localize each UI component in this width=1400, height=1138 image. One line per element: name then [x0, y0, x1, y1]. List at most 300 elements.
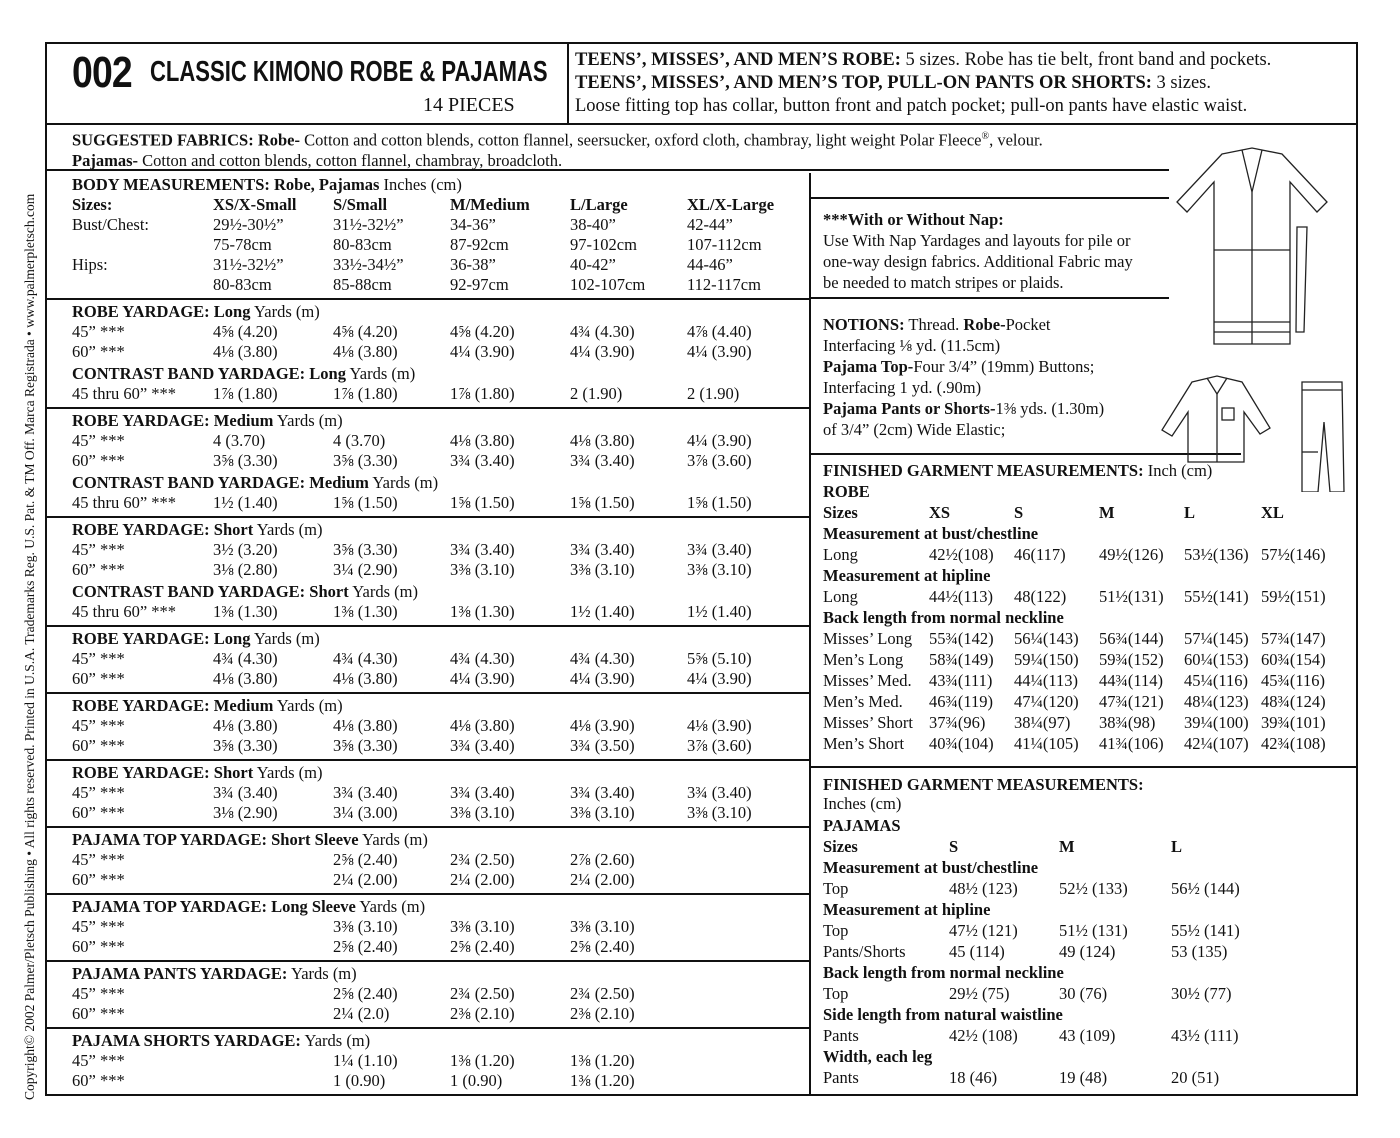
- fgm-size: S: [949, 837, 959, 856]
- table-row: [47, 451, 809, 471]
- table-cell: 1⅝ (1.50): [687, 493, 752, 512]
- table-cell: 3⅝ (3.30): [213, 736, 278, 755]
- table-cell: 2¾ (2.50): [570, 984, 635, 1003]
- fgm-cell: 48½ (123): [949, 879, 1018, 898]
- nap-line: one-way design fabrics. Additional Fabric may: [823, 252, 1133, 271]
- table-cell: 5⅝ (5.10): [687, 649, 752, 668]
- fgm-cell: 43 (109): [1059, 1026, 1116, 1045]
- fgm-cell: 57¼(145): [1184, 629, 1249, 648]
- table-cell: 38-40”: [570, 215, 616, 234]
- registered-mark: ®: [981, 131, 990, 142]
- robe-illustration: [1177, 148, 1327, 344]
- section-title-units: Yards (m): [349, 364, 416, 383]
- yardage-block: [47, 627, 809, 689]
- notions-text: Interfacing 1 yd. (.90m): [823, 378, 982, 397]
- fgm-cell: 39¾(101): [1261, 713, 1326, 732]
- fgm-size: Sizes: [823, 503, 858, 522]
- table-cell: 3⅜ (3.10): [450, 560, 515, 579]
- table-cell: 1⅝ (1.50): [333, 493, 398, 512]
- table-row: [47, 716, 809, 736]
- table-row: [47, 736, 809, 756]
- fgm-cell: 60¼(153): [1184, 650, 1249, 669]
- table-cell: 4¼ (3.90): [450, 669, 515, 688]
- table-cell: 45” ***: [72, 783, 125, 802]
- fgm-cell: 59¾(152): [1099, 650, 1164, 669]
- table-cell: 4⅞ (4.40): [687, 322, 752, 341]
- table-cell: 4⅝ (4.20): [213, 322, 278, 341]
- table-cell: 60” ***: [72, 342, 125, 361]
- table-cell: 3⅝ (3.30): [213, 451, 278, 470]
- fgm-cell: 41¾(106): [1099, 734, 1164, 753]
- table-row: [47, 803, 809, 823]
- table-cell: 85-88cm: [333, 275, 392, 294]
- table-cell: 2¼ (2.0): [333, 1004, 390, 1023]
- fgm-group-heading: Measurement at bust/chestline: [823, 858, 1039, 877]
- fgm-cell: Long: [823, 587, 858, 606]
- fgm-cell: 48¼(123): [1184, 692, 1249, 711]
- table-cell: 60” ***: [72, 937, 125, 956]
- fgm-cell: 19 (48): [1059, 1068, 1108, 1087]
- table-cell: 112-117cm: [687, 275, 761, 294]
- section-title-units: Inches (cm): [383, 175, 462, 194]
- table-cell: 4¼ (3.90): [570, 669, 635, 688]
- table-cell: 60” ***: [72, 1071, 125, 1090]
- fgm-cell: 43¾(111): [929, 671, 993, 690]
- table-cell: 31½-32½”: [333, 215, 404, 234]
- section-title-bold: ROBE YARDAGE: Long: [72, 302, 251, 321]
- table-cell: 1½ (1.40): [213, 493, 278, 512]
- section-title: [47, 362, 809, 384]
- fgm-cell: 43½ (111): [1171, 1026, 1239, 1045]
- fgm-sizes-row: [811, 502, 1358, 523]
- fgm-cell: 59¼(150): [1014, 650, 1079, 669]
- table-cell: 4⅛ (3.80): [333, 716, 398, 735]
- yardage-block: [47, 518, 809, 622]
- table-cell: 3¾ (3.50): [570, 736, 635, 755]
- fgm-cell: 18 (46): [949, 1068, 998, 1087]
- fgm-cell: Misses’ Long: [823, 629, 913, 648]
- notions-text: of 3/4” (2cm) Wide Elastic;: [823, 420, 1006, 439]
- section-title-units: Yards (m): [256, 520, 323, 539]
- table-cell: 4¼ (3.90): [687, 431, 752, 450]
- section-title-bold: BODY MEASUREMENTS: Robe, Pajamas: [72, 175, 380, 194]
- table-cell: 33½-34½”: [333, 255, 404, 274]
- section-title: [47, 173, 809, 195]
- fgm-subtitle: ROBE: [823, 482, 870, 501]
- section-title-bold: CONTRAST BAND YARDAGE: Long: [72, 364, 346, 383]
- fabrics-label: SUGGESTED FABRICS:: [72, 130, 254, 150]
- table-cell: 4¼ (3.90): [687, 669, 752, 688]
- fgm-cell: Top: [823, 879, 849, 898]
- table-cell: 4⅛ (3.80): [570, 431, 635, 450]
- table-cell: 60” ***: [72, 451, 125, 470]
- table-row: [47, 669, 809, 689]
- table-cell: 3⅝ (3.30): [333, 736, 398, 755]
- fgm-cell: 20 (51): [1171, 1068, 1220, 1087]
- fgm-row: [811, 1025, 1358, 1046]
- table-cell: 60” ***: [72, 803, 125, 822]
- table-cell: 3⅜ (3.10): [570, 917, 635, 936]
- table-cell: 3⅜ (3.10): [687, 560, 752, 579]
- fgm-size: M: [1059, 837, 1075, 856]
- table-cell: 3¾ (3.40): [570, 451, 635, 470]
- table-cell: 75-78cm: [213, 235, 272, 254]
- table-cell: XL/X-Large: [687, 195, 775, 214]
- table-cell: 4⅛ (3.80): [333, 342, 398, 361]
- table-cell: L/Large: [570, 195, 628, 214]
- fgm-row: [811, 733, 1358, 754]
- yardage-block: [47, 694, 809, 756]
- fabrics-robe-label: Robe-: [257, 130, 300, 150]
- notions-text: Four 3/4” (19mm) Buttons;: [913, 357, 1095, 376]
- table-cell: 4¼ (3.90): [687, 342, 752, 361]
- table-cell: 3¾ (3.40): [450, 783, 515, 802]
- table-cell: 1⅜ (1.30): [333, 602, 398, 621]
- table-cell: XS/X-Small: [213, 195, 297, 214]
- fgm-cell: 52½ (133): [1059, 879, 1128, 898]
- table-cell: 36-38”: [450, 255, 496, 274]
- fgm-cell: 46(117): [1014, 545, 1066, 564]
- fgm-size: XL: [1261, 503, 1284, 522]
- notions-text: Pocket: [1005, 315, 1051, 334]
- fgm-title-bold: FINISHED GARMENT MEASUREMENTS:: [823, 461, 1144, 480]
- table-cell: 45” ***: [72, 1051, 125, 1070]
- fgm-cell: 45 (114): [949, 942, 1005, 961]
- table-cell: 3¾ (3.40): [687, 783, 752, 802]
- fgm-cell: Pants: [823, 1068, 859, 1087]
- table-cell: 45” ***: [72, 917, 125, 936]
- table-cell: 3¼ (3.00): [333, 803, 398, 822]
- fgm-cell: 41¼(105): [1014, 734, 1079, 753]
- table-row: [47, 431, 809, 451]
- section-title-bold: PAJAMA TOP YARDAGE: Long Sleeve: [72, 897, 356, 916]
- section-title: [47, 627, 809, 649]
- pajama-top-illustration: [1162, 376, 1270, 462]
- table-cell: 2 (1.90): [570, 384, 623, 403]
- fgm-size: XS: [929, 503, 951, 522]
- table-cell: 45” ***: [72, 649, 125, 668]
- fgm-cell: Men’s Med.: [823, 692, 903, 711]
- table-cell: 2⅝ (2.40): [333, 984, 398, 1003]
- table-cell: 1⅝ (1.50): [450, 493, 515, 512]
- table-cell: 3¾ (3.40): [333, 783, 398, 802]
- table-row: [47, 215, 809, 235]
- table-row: [47, 870, 809, 890]
- table-cell: 1 (0.90): [450, 1071, 503, 1090]
- table-cell: 4⅛ (3.90): [570, 716, 635, 735]
- section-title-units: Yards (m): [290, 964, 357, 983]
- garment-illustrations: [1152, 132, 1352, 492]
- fgm-cell: 47¾(121): [1099, 692, 1164, 711]
- fgm-row: [811, 691, 1358, 712]
- table-cell: 45 thru 60” ***: [72, 602, 177, 621]
- table-row: [47, 917, 809, 937]
- table-cell: 34-36”: [450, 215, 496, 234]
- table-row: [47, 602, 809, 622]
- fgm-cell: 51½(131): [1099, 587, 1164, 606]
- header: [47, 44, 1356, 125]
- table-cell: 3⅝ (3.30): [333, 540, 398, 559]
- section-title: [47, 300, 809, 322]
- table-cell: 45” ***: [72, 322, 125, 341]
- table-cell: 97-102cm: [570, 235, 637, 254]
- table-cell: Bust/Chest:: [72, 215, 150, 234]
- table-cell: 2⅝ (2.40): [333, 850, 398, 869]
- fabrics-robe-end: , velour.: [989, 130, 1043, 150]
- nap-top-rule: [811, 197, 1169, 199]
- fgm-cell: 45¼(116): [1184, 671, 1249, 690]
- fgm-cell: 57¾(147): [1261, 629, 1326, 648]
- fgm-cell: 42½(108): [929, 545, 994, 564]
- section-title-units: Yards (m): [352, 582, 418, 601]
- yardage-block: [47, 895, 809, 957]
- fgm-cell: 42½ (108): [949, 1026, 1018, 1045]
- table-cell: 1⅜ (1.20): [450, 1051, 515, 1070]
- fgm-row: [811, 1067, 1358, 1088]
- table-cell: 3⅜ (3.10): [687, 803, 752, 822]
- fgm-cell: Men’s Short: [823, 734, 905, 753]
- yardage-block: [47, 300, 809, 404]
- table-cell: 29½-30½”: [213, 215, 284, 234]
- section-title-bold: ROBE YARDAGE: Long: [72, 629, 251, 648]
- section-title-bold: CONTRAST BAND YARDAGE: Short: [72, 582, 349, 601]
- pattern-code: 002: [72, 48, 132, 97]
- fgm-row: [811, 628, 1358, 649]
- fgm-cell: 60¾(154): [1261, 650, 1326, 669]
- nap-line: be needed to match stripes or plaids.: [823, 273, 1064, 292]
- section-title: [47, 1029, 809, 1051]
- fgm-cell: 48¾(124): [1261, 692, 1326, 711]
- table-row: [47, 850, 809, 870]
- table-cell: 4⅝ (4.20): [450, 322, 515, 341]
- table-cell: 2⅝ (2.40): [333, 937, 398, 956]
- table-cell: 4¼ (3.90): [450, 342, 515, 361]
- fgm-row: [811, 544, 1358, 565]
- notions: [823, 314, 1104, 440]
- fgm-cell: 49 (124): [1059, 942, 1116, 961]
- table-cell: 4⅛ (3.80): [450, 431, 515, 450]
- notions-rule: [811, 297, 1169, 299]
- table-cell: 2¼ (2.00): [333, 870, 398, 889]
- fgm-cell: 42¼(107): [1184, 734, 1249, 753]
- table-cell: 60” ***: [72, 736, 125, 755]
- table-cell: 2¾ (2.50): [450, 850, 515, 869]
- notions-text: 1⅜ yds. (1.30m): [995, 399, 1105, 418]
- table-cell: Sizes:: [72, 195, 113, 214]
- section-title: [47, 828, 809, 850]
- yardage-block: [47, 962, 809, 1024]
- table-cell: 4⅛ (3.80): [213, 342, 278, 361]
- table-cell: 1½ (1.40): [687, 602, 752, 621]
- table-row: [47, 1004, 809, 1024]
- table-cell: M/Medium: [450, 195, 530, 214]
- fgm-row: [811, 586, 1358, 607]
- notions-label: NOTIONS:: [823, 315, 905, 334]
- table-cell: 1 (0.90): [333, 1071, 386, 1090]
- fgm-cell: 48(122): [1014, 587, 1067, 606]
- fgm-cell: 44¾(114): [1099, 671, 1164, 690]
- pajama-pants-illustration: [1302, 382, 1344, 492]
- table-cell: 4¾ (4.30): [213, 649, 278, 668]
- fgm-cell: 44¼(113): [1014, 671, 1079, 690]
- table-row: [47, 783, 809, 803]
- table-row: [47, 322, 809, 342]
- fgm-row: [811, 941, 1358, 962]
- table-row: [47, 275, 809, 295]
- table-row: [47, 235, 809, 255]
- table-row: [47, 384, 809, 404]
- fgm-title-units: Inches (cm): [823, 794, 902, 813]
- section-title: [47, 580, 809, 602]
- fgm-group-heading: Width, each leg: [823, 1047, 933, 1066]
- fgm-cell: Pants/Shorts: [823, 942, 906, 961]
- suggested-fabrics: [72, 127, 1043, 171]
- fgm-group-heading: Side length from natural waistline: [823, 1005, 1063, 1024]
- table-cell: 3¾ (3.40): [570, 783, 635, 802]
- nap-note: [823, 209, 1133, 293]
- table-cell: 2¾ (2.50): [450, 984, 515, 1003]
- fgm-row: [811, 920, 1358, 941]
- table-cell: 2⅝ (2.40): [450, 937, 515, 956]
- table-cell: Hips:: [72, 255, 108, 274]
- section-title-units: Yards (m): [304, 1031, 371, 1050]
- notions-robe-label: Robe-: [963, 315, 1006, 334]
- table-cell: 102-107cm: [570, 275, 646, 294]
- fgm-cell: 56½ (144): [1171, 879, 1240, 898]
- table-cell: 1⅞ (1.80): [450, 384, 515, 403]
- table-cell: 45” ***: [72, 431, 125, 450]
- section-title: [47, 895, 809, 917]
- table-cell: 1½ (1.40): [570, 602, 635, 621]
- section-title-bold: ROBE YARDAGE: Short: [72, 520, 254, 539]
- table-row: [47, 1051, 809, 1071]
- table-cell: 45 thru 60” ***: [72, 493, 177, 512]
- pajama-desc-label: TEENS’, MISSES’, AND MEN’S TOP, PULL-ON PANTS OR SHORTS:: [575, 73, 1152, 93]
- copyright-text: Copyright© 2002 Palmer/Pletsch Publishing • All rights reserved. Printed in U.S.A. Trademarks Reg. U.S. Pat. & TM Off. Marca Registrada • www.palmerpletsch.com: [22, 193, 37, 1100]
- table-row: [47, 540, 809, 560]
- section-title-bold: CONTRAST BAND YARDAGE: Medium: [72, 473, 369, 492]
- section-title-units: Yards (m): [276, 696, 343, 715]
- fgm-size: L: [1184, 503, 1196, 522]
- table-cell: 1⅞ (1.80): [213, 384, 278, 403]
- fgm-cell: 40¾(104): [929, 734, 994, 753]
- yardage-block: [47, 828, 809, 890]
- table-cell: 60” ***: [72, 560, 125, 579]
- table-cell: 3⅜ (3.10): [570, 803, 635, 822]
- table-cell: 3¾ (3.40): [213, 783, 278, 802]
- table-cell: 31½-32½”: [213, 255, 284, 274]
- fgm-cell: Long: [823, 545, 858, 564]
- robe-desc-label: TEENS’, MISSES’, AND MEN’S ROBE:: [575, 50, 901, 70]
- section-title-units: Yards (m): [256, 763, 323, 782]
- fgm-cell: 51½ (131): [1059, 921, 1128, 940]
- fgm-cell: 47¼(120): [1014, 692, 1079, 711]
- section-title: [47, 471, 809, 493]
- fgm-group-heading: Back length from normal neckline: [823, 963, 1064, 982]
- fabrics-robe: Cotton and cotton blends, cotton flannel, seersucker, oxford cloth, chambray, light weight Polar Fleece: [300, 130, 982, 150]
- table-row: [47, 255, 809, 275]
- fgm-cell: 58¾(149): [929, 650, 994, 669]
- table-cell: 45” ***: [72, 850, 125, 869]
- fgm-row: [811, 712, 1358, 733]
- table-cell: 4¾ (4.30): [570, 649, 635, 668]
- table-row: [47, 937, 809, 957]
- table-cell: 3⅝ (3.30): [333, 451, 398, 470]
- section-title-bold: ROBE YARDAGE: Short: [72, 763, 254, 782]
- fgm-size: M: [1099, 503, 1115, 522]
- notions-text: Thread.: [904, 315, 964, 334]
- table-cell: 3⅜ (3.10): [333, 917, 398, 936]
- notions-text: Interfacing ⅛ yd. (11.5cm): [823, 336, 1001, 355]
- table-cell: 42-44”: [687, 215, 733, 234]
- table-cell: 2⅜ (2.10): [450, 1004, 515, 1023]
- nap-line: Use With Nap Yardages and layouts for pile or: [823, 231, 1131, 250]
- section-title-units: Yards (m): [362, 830, 428, 849]
- fgm-size: S: [1014, 503, 1024, 522]
- header-divider: [567, 44, 569, 123]
- fgm-cell: 44½(113): [929, 587, 994, 606]
- fgm-group-heading: Measurement at hipline: [823, 566, 991, 585]
- table-cell: 40-42”: [570, 255, 616, 274]
- table-cell: 1⅜ (1.30): [213, 602, 278, 621]
- fgm-cell: Misses’ Short: [823, 713, 913, 732]
- section-title-units: Yards (m): [254, 302, 320, 321]
- table-cell: 4 (3.70): [213, 431, 266, 450]
- table-cell: 3¾ (3.40): [570, 540, 635, 559]
- fgm-subtitle: PAJAMAS: [823, 816, 901, 835]
- pattern-info-sheet: [45, 42, 1358, 1096]
- fgm-cell: Misses’ Med.: [823, 671, 912, 690]
- section-title: [47, 518, 809, 540]
- section-title-units: Yards (m): [372, 473, 439, 492]
- section-title: [47, 761, 809, 783]
- table-cell: 3⅛ (2.80): [213, 560, 278, 579]
- table-cell: 3⅛ (2.90): [213, 803, 278, 822]
- fgm-cell: 38¼(97): [1014, 713, 1071, 732]
- table-cell: 3⅞ (3.60): [687, 451, 752, 470]
- section-title: [47, 694, 809, 716]
- section-title-units: Yards (m): [276, 411, 343, 430]
- table-row: [47, 493, 809, 513]
- table-cell: 4⅛ (3.90): [687, 716, 752, 735]
- fgm-cell: 37¾(96): [929, 713, 986, 732]
- table-cell: 1⅜ (1.30): [450, 602, 515, 621]
- fgm-row: [811, 878, 1358, 899]
- table-row: [47, 1071, 809, 1091]
- table-cell: 4⅛ (3.80): [213, 669, 278, 688]
- fgm-cell: 49½(126): [1099, 545, 1164, 564]
- table-cell: 60” ***: [72, 669, 125, 688]
- fgm-cell: 46¾(119): [929, 692, 994, 711]
- table-cell: 60” ***: [72, 870, 125, 889]
- top-desc: Loose fitting top has collar, button front and patch pocket; pull-on pants have elastic waist.: [575, 96, 1248, 116]
- fgm-cell: 55½(141): [1184, 587, 1249, 606]
- table-cell: 1¼ (1.10): [333, 1051, 398, 1070]
- table-cell: 3¾ (3.40): [450, 451, 515, 470]
- table-cell: 1⅝ (1.50): [570, 493, 635, 512]
- fgm-cell: Top: [823, 984, 849, 1003]
- table-row: [47, 560, 809, 580]
- table-cell: 45” ***: [72, 540, 125, 559]
- table-row: [47, 649, 809, 669]
- table-cell: 60” ***: [72, 1004, 125, 1023]
- fgm-cell: 53½(136): [1184, 545, 1249, 564]
- nap-title: ***With or Without Nap:: [823, 210, 1004, 229]
- yardage-block: [47, 1029, 809, 1091]
- fgm-group-heading: Back length from normal neckline: [823, 608, 1064, 627]
- table-cell: 45 thru 60” ***: [72, 384, 177, 403]
- table-cell: 4⅛ (3.80): [333, 669, 398, 688]
